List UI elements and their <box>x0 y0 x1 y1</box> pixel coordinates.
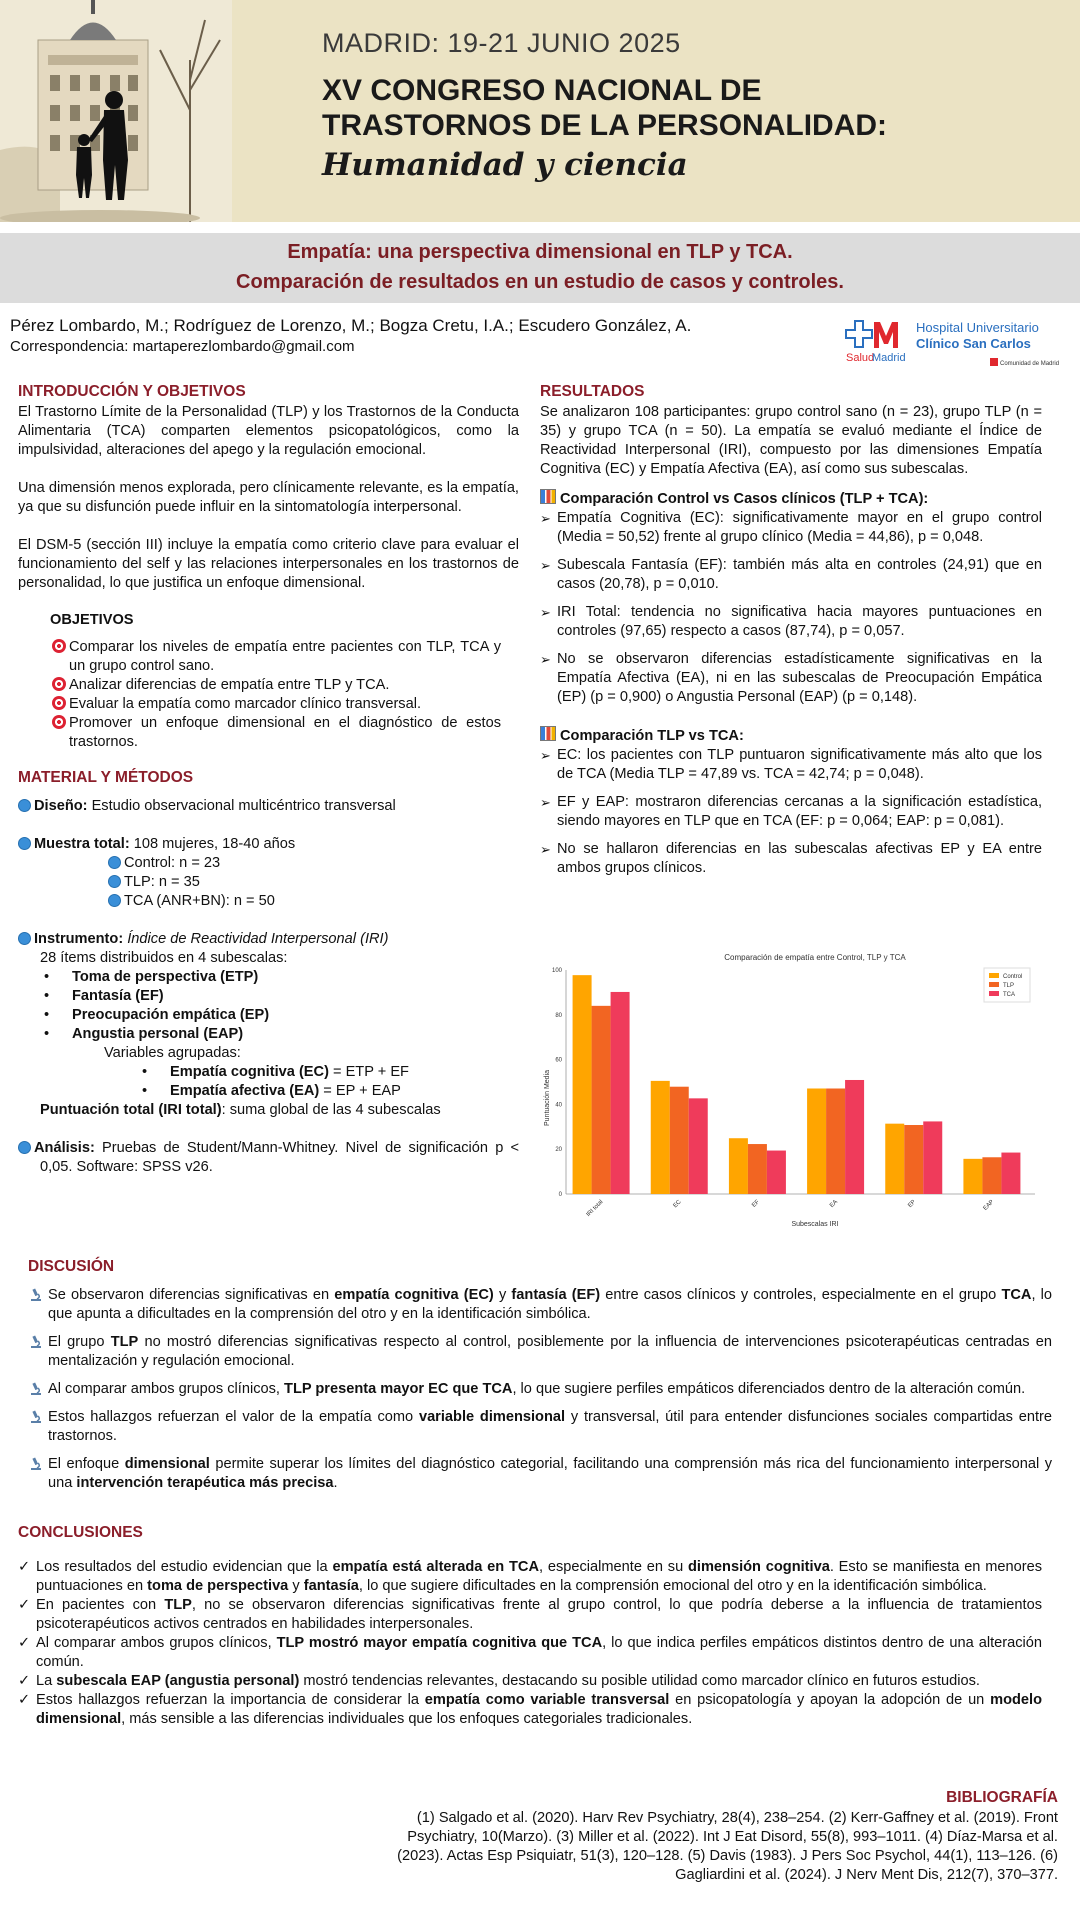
methods-heading: MATERIAL Y MÉTODOS <box>18 769 194 786</box>
header-text <box>322 28 887 183</box>
congress-title-line1: XV CONGRESO NACIONAL DE <box>322 74 762 107</box>
discussion-section <box>28 1257 1052 1502</box>
microscope-icon <box>30 1382 42 1396</box>
grouped-item: • Empatía cognitiva (EC) = ETP + EF <box>18 1063 519 1082</box>
salud-text: Salud <box>846 352 875 364</box>
results-heading: RESULTADOS <box>540 383 645 400</box>
conclusion-item: ✓ Los resultados del estudio evidencian que la empatía está alterada en TCA, especialmente en su dimensión cognitiva. Esto se manifiesta en menores puntuaciones en toma de perspectiva y fantasía, lo que sugiere dificultades en la comprensión emocional del otro y en la identificación simbólica. <box>18 1558 1042 1596</box>
x-tick-label: EF <box>751 1199 761 1209</box>
bar-control-3 <box>807 1088 826 1194</box>
microscope-icon <box>30 1335 42 1349</box>
legend-label: Control <box>1003 974 1023 980</box>
congress-title-line2: TRASTORNOS DE LA PERSONALIDAD: <box>322 109 888 142</box>
congress-date: MADRID: 19-21 JUNIO 2025 <box>322 28 681 58</box>
x-tick-label: EC <box>672 1199 683 1210</box>
target-icon <box>52 696 66 710</box>
bar-control-1 <box>651 1081 670 1194</box>
globe-icon <box>108 894 121 907</box>
authors: Pérez Lombardo, M.; Rodríguez de Lorenzo, M.; Bogza Cretu, I.A.; Escudero González, A. <box>10 316 692 335</box>
bar-tlp-3 <box>826 1088 845 1194</box>
congress-subtitle: Humanidad y ciencia <box>322 147 688 183</box>
objective-item: Evaluar la empatía como marcador clínico transversal. <box>52 695 501 714</box>
group-control: Control: n = 23 <box>108 854 519 873</box>
bar-tlp-1 <box>670 1087 689 1194</box>
result-item: ➢ IRI Total: tendencia no significativa hacia mayores puntuaciones en controles (97,65) respecto a casos (87,74), p = 0,057. <box>540 603 1042 641</box>
y-tick-label: 80 <box>555 1012 562 1019</box>
bar-chart-icon <box>540 726 556 741</box>
x-tick-label: EAP <box>982 1199 996 1212</box>
subscale-item: • Toma de perspectiva (ETP) <box>18 968 519 987</box>
instrument-line: Instrumento: Índice de Reactividad Interpersonal (IRI) <box>18 930 519 949</box>
conclusion-item: ✓ En pacientes con TLP, no se observaron diferencias significativas frente al grupo control, lo que podría deberse a la influencia de tratamientos psicoterapéuticos activos centrados en habilidades interpersonales. <box>18 1596 1042 1634</box>
result-item: ➢ Subescala Fantasía (EF): también más alta en controles (24,91) que en casos (20,78), p = 0,010. <box>540 556 1042 594</box>
hospital-name-line2: Clínico San Carlos <box>916 336 1031 351</box>
globe-icon <box>108 856 121 869</box>
chart-ylabel: Puntuación Media <box>544 1069 551 1127</box>
results-intro: Se analizaron 108 participantes: grupo control sano (n = 23), grupo TLP (n = 35) y grupo TCA (n = 50). La empatía se evaluó mediante el Índice de Reactividad Interpersonal (IRI), compuesto por las dimensiones Empatía Cognitiva (EC) y Empatía Afectiva (EA), así como sus subescalas. <box>540 404 1042 477</box>
y-tick-label: 0 <box>558 1192 562 1198</box>
globe-icon <box>18 1141 31 1154</box>
microscope-icon <box>30 1288 42 1302</box>
conclusions-list <box>18 1558 1042 1729</box>
results-sub1: Comparación Control vs Casos clínicos (TLP + TCA): <box>540 489 1042 509</box>
discussion-item: Al comparar ambos grupos clínicos, TLP presenta mayor EC que TCA, lo que sugiere perfiles empáticos diferenciados dentro de la alteración común. <box>28 1380 1052 1399</box>
conclusion-item: ✓ Estos hallazgos refuerzan la importancia de considerar la empatía como variable transversal en psicopatología y apoyan la adopción de un modelo dimensional, más sensible a las diferencias individuales que los enfoques categoriales tradicionales. <box>18 1691 1042 1729</box>
bar-control-4 <box>885 1124 904 1194</box>
poster-title-bar <box>0 233 1080 303</box>
result-item: ➢ EF y EAP: mostraron diferencias cercanas a la significación estadística, siendo mayores en TLP que en TCA (EF: p = 0,064; EAP: p = 0,081). <box>540 793 1042 831</box>
target-icon <box>52 639 66 653</box>
group-tca: TCA (ANR+BN): n = 50 <box>108 892 519 911</box>
grouped-label: Variables agrupadas: <box>104 1045 241 1061</box>
discussion-list <box>28 1286 1052 1493</box>
items-line: 28 ítems distribuidos en 4 subescalas: <box>40 950 288 966</box>
y-tick-label: 40 <box>555 1102 562 1109</box>
y-tick-label: 20 <box>555 1147 562 1154</box>
result-item: ➢ Empatía Cognitiva (EC): significativamente mayor en el grupo control (Media = 50,52) frente al grupo clínico (Media = 44,86), p = 0,048. <box>540 509 1042 547</box>
x-tick-label: EA <box>829 1199 839 1210</box>
y-tick-label: 100 <box>551 968 562 974</box>
discussion-heading: DISCUSIÓN <box>28 1258 115 1275</box>
intro-heading: INTRODUCCIÓN Y OBJETIVOS <box>18 383 246 400</box>
bar-tca-0 <box>611 992 630 1194</box>
y-tick-label: 60 <box>555 1057 562 1064</box>
objective-item: Promover un enfoque dimensional en el diagnóstico de estos trastornos. <box>52 714 501 752</box>
legend-swatch <box>989 982 999 987</box>
bar-tca-2 <box>767 1151 786 1194</box>
poster-title-line1: Empatía: una perspectiva dimensional en TLP y TCA. <box>287 241 793 263</box>
header-banner <box>0 0 1080 222</box>
microscope-icon <box>30 1457 42 1471</box>
globe-icon <box>108 875 121 888</box>
bar-tca-4 <box>923 1121 942 1194</box>
bar-tca-1 <box>689 1098 708 1194</box>
conclusion-item: ✓ La subescala EAP (angustia personal) mostró tendencias relevantes, destacando su posible utilidad como marcador clínico en futuros estudios. <box>18 1672 1042 1691</box>
conclusions-section <box>18 1523 1042 1729</box>
design-line: Diseño: Estudio observacional multicéntrico transversal <box>18 797 519 816</box>
results-sub2: Comparación TLP vs TCA: <box>540 726 1042 746</box>
globe-icon <box>18 837 31 850</box>
result-item: ➢ No se hallaron diferencias en las subescalas afectivas EP y EA entre ambos grupos clínicos. <box>540 840 1042 878</box>
intro-p1: El Trastorno Límite de la Personalidad (TLP) y los Trastornos de la Conducta Alimentaria (TCA) comparten elementos psicopatológicos, como la impulsividad, alteraciones del apego y la regulación emocional. <box>18 404 519 458</box>
bar-control-2 <box>729 1138 748 1194</box>
analysis-line: Análisis: Pruebas de Student/Mann-Whitney. Nivel de significación p < 0,05. Software: SPSS v26. <box>18 1139 519 1177</box>
bar-tlp-4 <box>904 1125 923 1194</box>
bar-tca-5 <box>1001 1153 1020 1194</box>
chart-xlabel: Subescalas IRI <box>791 1221 839 1228</box>
madrid-cross-icon <box>845 320 898 348</box>
conclusion-item: ✓ Al comparar ambos grupos clínicos, TLP mostró mayor empatía cognitiva que TCA, lo que indica perfiles empáticos distintos dentro de una alteración común. <box>18 1634 1042 1672</box>
madrid-text: Madrid <box>872 352 906 364</box>
legend-label: TLP <box>1003 983 1015 989</box>
bar-tlp-5 <box>982 1157 1001 1194</box>
bar-tca-3 <box>845 1080 864 1194</box>
discussion-item: El grupo TLP no mostró diferencias significativas respecto al control, posiblemente por la influencia de intervenciones psicoterapéuticas centradas en mentalización y regulación emocional. <box>28 1333 1052 1371</box>
left-column <box>18 382 519 1177</box>
result-item: ➢ EC: los pacientes con TLP puntuaron significativamente más alto que los de TCA (Media TLP = 47,89 vs. TCA = 42,74; p = 0,048). <box>540 746 1042 784</box>
grouped-item: • Empatía afectiva (EA) = EP + EAP <box>18 1082 519 1101</box>
discussion-item: Se observaron diferencias significativas en empatía cognitiva (EC) y fantasía (EF) entre casos clínicos y controles, especialmente en el grupo TCA, lo que apunta a dificultades en la comprensión del otro y en la identificación simbólica. <box>28 1286 1052 1324</box>
group-tlp: TLP: n = 35 <box>108 873 519 892</box>
discussion-item: Estos hallazgos refuerzan el valor de la empatía como variable dimensional y transversal, útil para entender disfunciones sociales compartidas entre trastornos. <box>28 1408 1052 1446</box>
correspondence: Correspondencia: martaperezlombardo@gmail.com <box>10 338 355 355</box>
legend-label: TCA <box>1003 992 1015 998</box>
hospital-name-line1: Hospital Universitario <box>916 320 1039 335</box>
conclusions-heading: CONCLUSIONES <box>18 1524 143 1541</box>
sample-line: Muestra total: 108 mujeres, 18-40 años <box>18 835 519 854</box>
total-line: Puntuación total (IRI total): suma global de las 4 subescalas <box>40 1102 441 1118</box>
intro-p3: El DSM-5 (sección III) incluye la empatía como criterio clave para evaluar el funcionamiento del self y las relaciones interpersonales en los trastornos de personalidad, lo que justifica un enfoque dimensional. <box>18 537 519 591</box>
x-tick-label: EP <box>907 1199 918 1210</box>
bibliography <box>358 1788 1058 1885</box>
x-tick-label: IRI total <box>585 1199 605 1219</box>
objective-item: Comparar los niveles de empatía entre pacientes con TLP, TCA y un grupo control sano. <box>52 638 501 676</box>
empathy-bar-chart <box>540 948 1040 1238</box>
chart-title: Comparación de empatía entre Control, TLP y TCA <box>724 953 906 962</box>
target-icon <box>52 677 66 691</box>
target-icon <box>52 715 66 729</box>
discussion-item: El enfoque dimensional permite superar los límites del diagnóstico categorial, facilitando una comprensión más rica del funcionamiento interpersonal y una intervención terapéutica más precisa. <box>28 1455 1052 1493</box>
objective-item: Analizar diferencias de empatía entre TLP y TCA. <box>52 676 501 695</box>
poster-title-line2: Comparación de resultados en un estudio de casos y controles. <box>236 271 844 293</box>
bar-tlp-0 <box>592 1006 611 1194</box>
objectives-heading: OBJETIVOS <box>50 612 134 628</box>
objectives-list <box>18 638 519 752</box>
globe-icon <box>18 799 31 812</box>
subscale-item: • Fantasía (EF) <box>18 987 519 1006</box>
header-illustration <box>0 0 232 222</box>
intro-p2: Una dimensión menos explorada, pero clínicamente relevante, es la empatía, ya que su disfunción puede influir en la sintomatología interpersonal. <box>18 480 519 515</box>
bar-chart-icon <box>540 489 556 504</box>
result-item: ➢ No se observaron diferencias estadísticamente significativas en la Empatía Afectiva (EA), ni en las subescalas de Preocupación Empática (EP) (p = 0,900) o Angustia Personal (EAP) (p = 0,148). <box>540 650 1042 707</box>
comunidad-text: Comunidad de Madrid <box>1000 361 1060 367</box>
right-column <box>540 382 1042 878</box>
bar-control-0 <box>573 975 592 1194</box>
legend-swatch <box>989 973 999 978</box>
legend-swatch <box>989 991 999 996</box>
bibliography-heading: BIBLIOGRAFÍA <box>946 1789 1058 1806</box>
microscope-icon <box>30 1410 42 1424</box>
subscale-item: • Preocupación empática (EP) <box>18 1006 519 1025</box>
globe-icon <box>18 932 31 945</box>
bar-tlp-2 <box>748 1144 767 1194</box>
bar-control-5 <box>963 1159 982 1194</box>
bibliography-text: (1) Salgado et al. (2020). Harv Rev Psychiatry, 28(4), 238–254. (2) Kerr-Gaffney et al. (2019). Front Psychiatry, 10(Marzo). (3) Miller et al. (2022). Int J Eat Disord, 55(8), 993–1011. (4) Díaz-Marsa et al. (2023). Actas Esp Psiquiatr, 51(3), 120–128. (5) Davis (1983). J Pers Soc Psychol, 44(1), 113–126. (6) Gagliardini et al. (2024). J Nerv Ment Dis, 212(7), 370–377. <box>397 1810 1058 1883</box>
subscale-item: • Angustia personal (EAP) <box>18 1025 519 1044</box>
hospital-logo <box>842 318 1062 370</box>
